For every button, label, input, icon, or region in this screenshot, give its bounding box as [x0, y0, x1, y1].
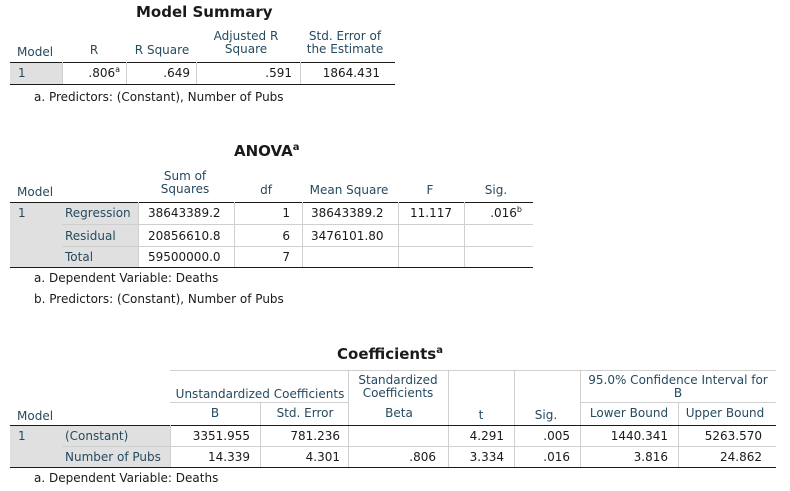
anova-cell-mean-sq: 3476101.80: [311, 229, 384, 243]
anova-col-sep: [138, 202, 139, 267]
anova-header-sum-sq-line2: Squares: [160, 182, 210, 196]
anova-cell-sig-footnote-mark: b: [516, 205, 522, 214]
anova-header-rule: [10, 202, 533, 203]
coef-row-label: (Constant): [65, 429, 129, 443]
ms-cell-std-error: 1864.431: [322, 66, 380, 80]
anova-header-sum-sq-line1: Sum of: [163, 169, 207, 183]
anova-title-text: ANOVA: [234, 142, 293, 160]
anova-cell-sum-sq: 38643389.2: [148, 206, 221, 220]
anova-col-sep: [302, 202, 303, 267]
header-r-square: R Square: [134, 43, 190, 57]
coef-row-label: Number of Pubs: [65, 450, 161, 464]
anova-row-label: Residual: [65, 229, 116, 243]
anova-cell-f: 11.117: [410, 206, 452, 220]
coef-cell-t: 3.334: [469, 450, 504, 464]
anova-row-rule: [62, 246, 533, 247]
coef-cell-sig: .005: [543, 429, 570, 443]
coef-header-b: B: [210, 406, 220, 420]
header-r: R: [89, 43, 99, 57]
anova-cell-df: 7: [282, 250, 290, 264]
coef-header-sig: Sig.: [534, 408, 558, 422]
coef-header-std-error: Std. Error: [276, 406, 334, 420]
coef-model-num: 1: [18, 429, 26, 443]
anova-cell-df: 6: [282, 229, 290, 243]
coef-header-ci-line2: B: [673, 386, 683, 400]
coef-footnote: a. Dependent Variable: Deaths: [34, 471, 219, 485]
anova-row-rule: [62, 224, 533, 225]
header-adj-r-square: [198, 30, 294, 56]
coef-header-beta: Beta: [385, 406, 413, 420]
coef-header-t: t: [478, 408, 484, 422]
coef-cell-std-error: 781.236: [290, 429, 340, 443]
anova-col-sep: [398, 202, 399, 267]
coef-cell-lower: 3.816: [633, 450, 668, 464]
header-std-error-line2: the Estimate: [306, 42, 384, 56]
anova-title: [234, 142, 299, 160]
anova-cell-sum-sq: 59500000.0: [148, 250, 221, 264]
coef-header-ci-line1: 95.0% Confidence Interval for: [588, 373, 768, 387]
coef-cell-t: 4.291: [469, 429, 504, 443]
header-std-error: [300, 30, 390, 56]
ms-cell-r-value: .806: [88, 66, 116, 80]
coefficients-title: [337, 345, 443, 363]
anova-row-label: Regression: [65, 206, 131, 220]
header-adj-r-square-line2: Square: [224, 42, 268, 56]
anova-title-mark: a: [292, 142, 300, 153]
coef-cell-upper: 24.862: [720, 450, 762, 464]
anova-model-num: 1: [18, 206, 26, 220]
coef-top-rule: [170, 370, 776, 371]
header-std-error-line1: Std. Error of: [308, 29, 382, 43]
anova-cell-df: 1: [282, 206, 290, 220]
ms-cell-r-footnote-mark: a: [115, 65, 120, 74]
anova-footnote-b: b. Predictors: (Constant), Number of Pubs: [34, 292, 284, 306]
coef-cell-b: 3351.955: [192, 429, 250, 443]
ms-header-rule: [10, 62, 395, 63]
anova-row-label: Total: [65, 250, 94, 264]
coef-subheader-rule: [170, 402, 348, 403]
header-adj-r-square-line1: Adjusted R: [213, 29, 279, 43]
coefficients-title-mark: a: [436, 345, 443, 356]
coef-header-standardized-line1: Standardized: [358, 373, 438, 387]
anova-header-df: df: [260, 183, 272, 197]
coef-cell-std-error: 4.301: [305, 450, 340, 464]
coef-header-upper: Upper Bound: [685, 406, 765, 420]
coef-bottom-rule: [10, 467, 776, 468]
ms-cell-adj-r-square: .591: [265, 66, 292, 80]
coef-header-standardized-line2: Coefficients: [362, 386, 434, 400]
anova-header-sig: Sig.: [484, 183, 508, 197]
anova-header-f: F: [426, 183, 434, 197]
coef-header-lower: Lower Bound: [589, 406, 669, 420]
ms-cell-r: [62, 66, 120, 80]
anova-cell-sig: [464, 206, 522, 220]
ms-bottom-rule: [10, 84, 395, 85]
coef-cell-upper: 5263.570: [704, 429, 762, 443]
coef-cell-b: 14.339: [208, 450, 250, 464]
coefficients-title-text: Coefficients: [337, 345, 437, 363]
anova-header-sum-sq: [138, 170, 232, 196]
ms-cell-r-square: .649: [163, 66, 190, 80]
coef-cell-beta: .806: [409, 450, 436, 464]
model-summary-title: Model Summary: [136, 3, 273, 21]
coef-header-ci: [580, 374, 776, 400]
coef-header-model: Model: [17, 409, 54, 423]
ms-row-model: 1: [18, 66, 26, 80]
anova-footnote-a: a. Dependent Variable: Deaths: [34, 271, 219, 285]
anova-cell-sig-value: .016: [490, 206, 517, 220]
coef-header-rule: [10, 425, 776, 426]
anova-header-model: Model: [17, 185, 54, 199]
anova-cell-sum-sq: 20856610.8: [148, 229, 221, 243]
anova-header-mean-sq: Mean Square: [309, 183, 389, 197]
coef-header-standardized: [348, 374, 448, 400]
anova-cell-mean-sq: 38643389.2: [311, 206, 384, 220]
coef-cell-lower: 1440.341: [610, 429, 668, 443]
header-model: Model: [17, 45, 54, 59]
ms-footnote: a. Predictors: (Constant), Number of Pubs: [34, 90, 284, 104]
coef-cell-sig: .016: [543, 450, 570, 464]
coef-header-unstandardized: Unstandardized Coefficients: [175, 387, 345, 401]
anova-bottom-rule: [10, 267, 533, 268]
